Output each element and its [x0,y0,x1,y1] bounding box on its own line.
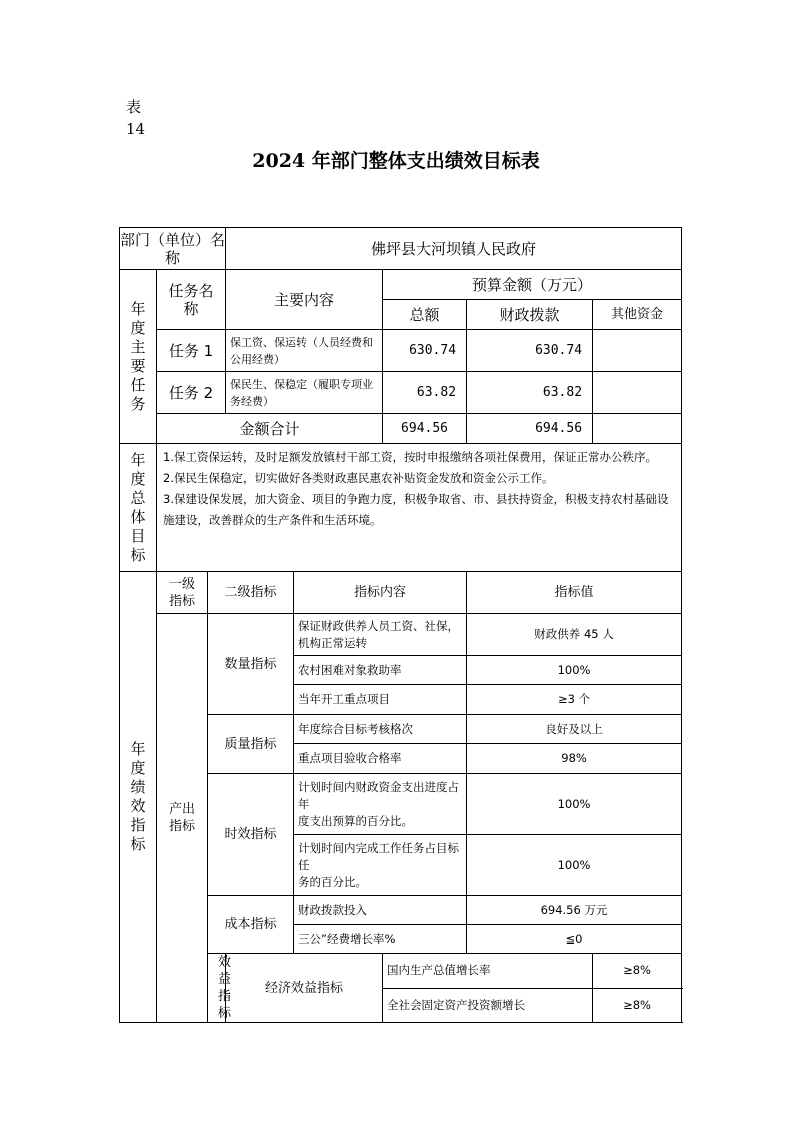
indicator-value: 98% [467,744,682,774]
time-indicator-label: 时效指标 [208,774,294,896]
indicator-content: 全社会固定资产投资额增长 [383,988,593,1023]
sum-fiscal: 694.56 [467,414,593,444]
task-content: 保民生、保稳定（履职专项业务经费） [226,372,383,414]
table-number-label-line2: 14 [126,120,146,138]
goal-item: 1.保工资保运转，及时足额发放镇村干部工资，按时申报缴纳各项社保费用，保证正常办公秩序。 [163,450,657,464]
indicator-value: ≥8% [593,988,682,1023]
table-number-label-line1: 表 [126,98,142,116]
task-other [593,372,682,414]
task-fiscal: 63.82 [467,372,593,414]
task-name: 任务 2 [157,372,226,414]
performance-target-table [119,227,682,1023]
task-content: 保工资、保运转（人员经费和公用经费） [226,330,383,372]
level1-header: 一级指标 [157,572,208,614]
dept-value-cell: 佛坪县大河坝镇人民政府 [226,228,682,270]
other-funds-header: 其他资金 [593,300,682,330]
economic-indicator-label: 经济效益指标 [226,954,383,1023]
level2-header: 二级指标 [208,572,294,614]
tasks-section-label: 年度主要任务 [120,270,157,444]
sum-other [593,414,682,444]
indicator-value: 财政供养 45 人 [467,614,682,656]
goals-text [157,444,682,572]
goals-section-label: 年度总体目标 [120,444,157,572]
indicator-content: 当年开工重点项目 [294,685,467,715]
goal-item: 3.保建设保发展，加大资金、项目的争跑力度，积极争取省、市、县扶持资金，积极支持农村基础设施建设，改善群众的生产条件和生活环境。 [163,492,669,527]
task-name-header: 任务名称 [157,270,226,330]
table-number-label [126,96,145,140]
indicator-content: 年度综合目标考核格次 [294,715,467,744]
indicator-value-header: 指标值 [467,572,682,614]
indicator-content-line: 计划时间内完成工作任务占目标任 [298,840,460,872]
task-name: 任务 1 [157,330,226,372]
indicator-content: 重点项目验收合格率 [294,744,467,774]
budget-header: 预算金额（万元） [383,270,682,300]
task-other [593,330,682,372]
indicator-content: 保证财政供养人员工资、社保，机构正常运转 [294,614,467,656]
indicator-content-line: 计划时间内财政资金支出进度占年 [298,779,460,811]
indicator-value: 694.56 万元 [467,896,682,925]
indicator-value: ≥3 个 [467,685,682,715]
indicator-content [294,835,467,896]
indicator-value: ≥8% [593,954,682,989]
output-indicator-label: 产出指标 [157,614,208,1023]
indicators-section-label: 年度绩效指标 [120,572,157,1023]
indicator-content-header: 指标内容 [294,572,467,614]
task-total: 630.74 [383,330,467,372]
indicator-value: 100% [467,835,682,896]
sum-label: 金额合计 [157,414,383,444]
benefit-indicator-label: 效益指标 [208,954,226,1023]
indicator-value: 100% [467,656,682,685]
dept-label-cell: 部门（单位）名称 [120,228,226,270]
goal-item: 2.保民生保稳定，切实做好各类财政惠民惠农补贴资金发放和资金公示工作。 [163,471,554,485]
page-title: 2024 年部门整体支出绩效目标表 [252,150,540,172]
table-row [120,330,682,372]
table-row [120,614,682,656]
indicator-content-line: 务的百分比。 [298,874,368,889]
indicator-content: 三公”经费增长率% [294,925,467,954]
total-header: 总额 [383,300,467,330]
indicator-content-line: 度支出预算的百分比。 [298,813,414,828]
sum-total: 694.56 [383,414,467,444]
task-content-header: 主要内容 [226,270,383,330]
indicator-value: ≦0 [467,925,682,954]
task-fiscal: 630.74 [467,330,593,372]
quality-indicator-label: 质量指标 [208,715,294,774]
indicator-value: 100% [467,774,682,835]
fiscal-header: 财政拨款 [467,300,593,330]
indicator-content: 财政拨款投入 [294,896,467,925]
quantity-indicator-label: 数量指标 [208,614,294,715]
indicator-content [294,774,467,835]
indicator-content: 国内生产总值增长率 [383,954,593,989]
cost-indicator-label: 成本指标 [208,896,294,954]
task-total: 63.82 [383,372,467,414]
indicator-value: 良好及以上 [467,715,682,744]
table-row [120,372,682,414]
indicator-content: 农村困难对象救助率 [294,656,467,685]
table-row [120,414,682,444]
